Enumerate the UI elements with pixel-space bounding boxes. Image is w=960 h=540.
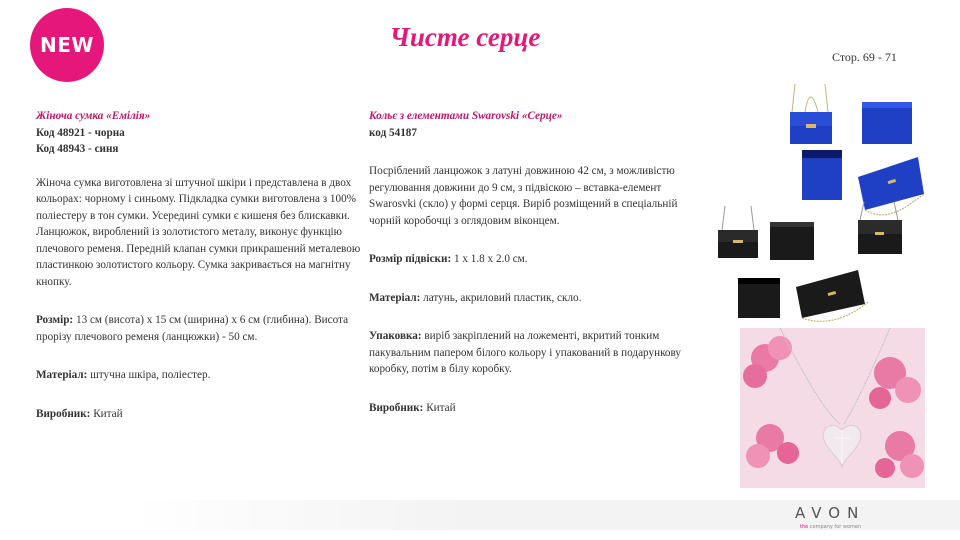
- page-title: Чисте серце: [389, 22, 541, 52]
- necklace-maker-text: Китай: [423, 401, 456, 414]
- necklace-size-text: 1 х 1.8 х 2.0 см.: [451, 253, 528, 265]
- new-badge: [30, 8, 104, 82]
- avon-tagline-a: the: [800, 524, 810, 530]
- necklace-pack-text: виріб закріплений на ложементі, вкритий тонким пакувальним папером білого кольору і упакований в подарункову коробку, потім в білу коробку.: [369, 330, 682, 375]
- page-range: Стор. 69 - 71: [832, 50, 897, 64]
- bag-code-blue: Код 48943 - синя: [36, 143, 119, 155]
- necklace-code: код 54187: [369, 126, 417, 139]
- bag-material-label: Матеріал:: [36, 369, 88, 381]
- blue-bag-back-image: [862, 102, 912, 144]
- necklace-image: [740, 328, 925, 488]
- necklace-maker: [369, 400, 704, 417]
- bag-maker-text: Китай: [90, 407, 123, 420]
- avon-tagline: [800, 524, 890, 530]
- necklace-pack-label: Упаковка:: [369, 330, 422, 342]
- black-bag-side-image: [858, 202, 902, 254]
- black-bag-front-image: [718, 206, 758, 258]
- necklace-packaging: [369, 328, 704, 378]
- new-badge-label: NEW: [40, 33, 94, 57]
- blue-bag-front-image: [790, 84, 832, 144]
- bag-maker-label: Виробник:: [36, 407, 91, 420]
- necklace-size: [369, 251, 704, 268]
- black-bag-tilted-image: [796, 270, 868, 321]
- blue-bag-open-image: [802, 150, 842, 200]
- necklace-size-label: Розмір підвіски:: [369, 253, 452, 265]
- bag-maker: [36, 406, 366, 423]
- bag-code-black: Код 48921 - чорна: [36, 126, 125, 139]
- necklace-description: Посріблений ланцюжок з латуні довжиною 42 см, з можливістю регулювання довжини до 9 см, з підвіскою – вставка-елемент Swarosvki (скло) у формі серця. Виріб розміщений в спеціальній чорній коробочці з оглядовим віконцем.: [369, 165, 678, 227]
- bag-images: [710, 82, 935, 322]
- bag-material: [36, 367, 366, 384]
- bag-title: Жіноча сумка «Емілія»: [36, 110, 151, 122]
- bag-section: [36, 108, 366, 422]
- bag-material-text: штучна шкіра, поліестер.: [87, 369, 211, 381]
- black-bag-open-image: [738, 278, 780, 318]
- bag-size: [36, 312, 366, 345]
- necklace-material-text: латунь, акриловий пластик, скло.: [420, 291, 582, 304]
- blue-bag-tilted-image: [858, 157, 924, 215]
- necklace-material-label: Матеріал:: [369, 291, 421, 304]
- bag-description: Жіноча сумка виготовлена зі штучної шкіри і представлена в двох кольорах: чорному і синьому. Підкладка сумки виготовлена з 100% поліестеру в тон сумки. Усередині сумки є кишеня без блискавки. Ланцюжок, вироблений із золотистого металу, виконує функцію плечового ременя. Передній клапан сумки прикрашений металевою пластинкою золотистого кольору. Сумка закривається на магнітну кнопку.: [36, 176, 361, 288]
- black-bag-back-image: [770, 222, 814, 260]
- necklace-material: [369, 290, 704, 307]
- bag-size-label: Розмір:: [36, 314, 74, 326]
- necklace-title: Кольє з елементами Swarovski «Серце»: [369, 110, 563, 122]
- necklace-section: [369, 108, 704, 416]
- necklace-photo: [740, 328, 925, 488]
- avon-logo: AVON: [795, 504, 866, 522]
- bag-size-text: 13 см (висота) х 15 см (ширина) х 6 см (глибина). Висота прорізу плечового ременя (ланцюжки) - 50 см.: [36, 314, 349, 343]
- avon-tagline-b: company for women: [809, 524, 862, 530]
- necklace-maker-label: Виробник:: [369, 401, 424, 414]
